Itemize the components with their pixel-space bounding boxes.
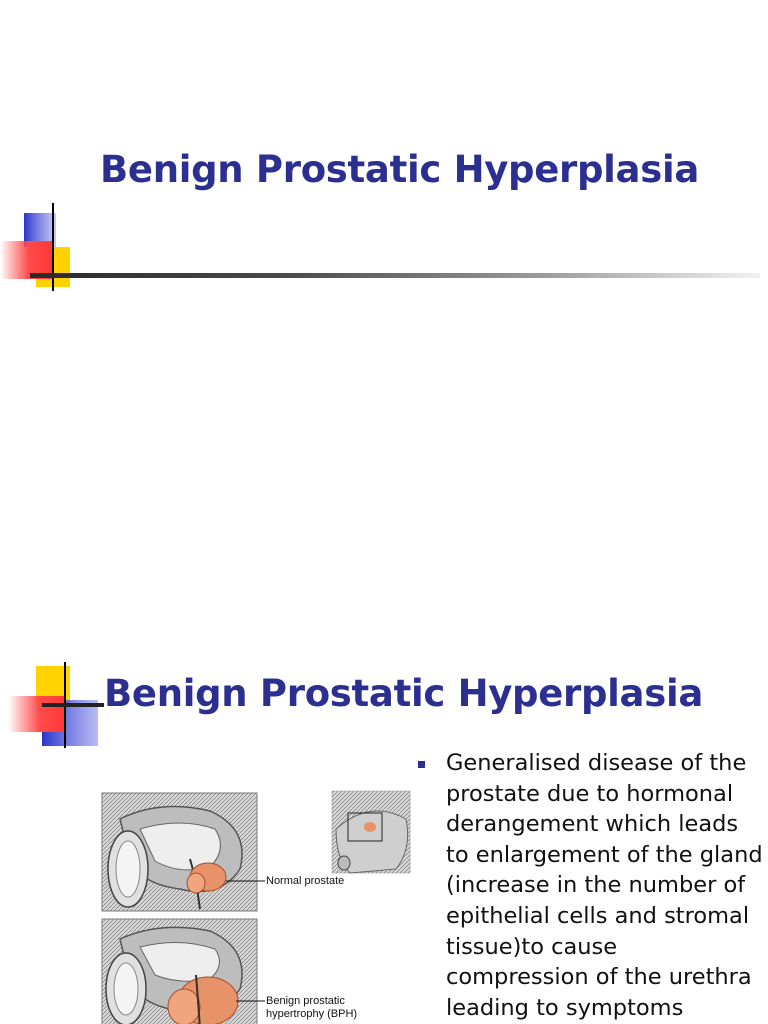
overview-inset <box>332 791 410 873</box>
label-normal-prostate: Normal prostate <box>266 875 345 887</box>
title-decoration <box>0 203 100 293</box>
title-underline <box>42 703 104 707</box>
label-bph-line1: Benign prostatic <box>266 995 345 1007</box>
label-bph-line2: hypertrophy (BPH) <box>266 1008 358 1020</box>
title-decoration <box>8 662 108 752</box>
bullet-list <box>418 748 763 1023</box>
title-underline <box>30 273 760 278</box>
page-title: Benign Prostatic Hyperplasia <box>104 672 703 715</box>
page-title: Benign Prostatic Hyperplasia <box>100 148 699 191</box>
prostate-illustration <box>100 789 420 1024</box>
bullet-square-icon <box>418 761 425 768</box>
slide-2 <box>0 512 768 1024</box>
bph-panel <box>102 919 265 1024</box>
normal-prostate-panel <box>102 793 265 911</box>
anatomy-figure <box>100 789 420 1024</box>
bullet-item: Generalised disease of the prostate due to hormonal derangement which leads to enlargement of the gland (increase in the number of epithelial cells and stromal tissue)to cause compression of the urethra leading to symptoms <box>446 750 763 1021</box>
